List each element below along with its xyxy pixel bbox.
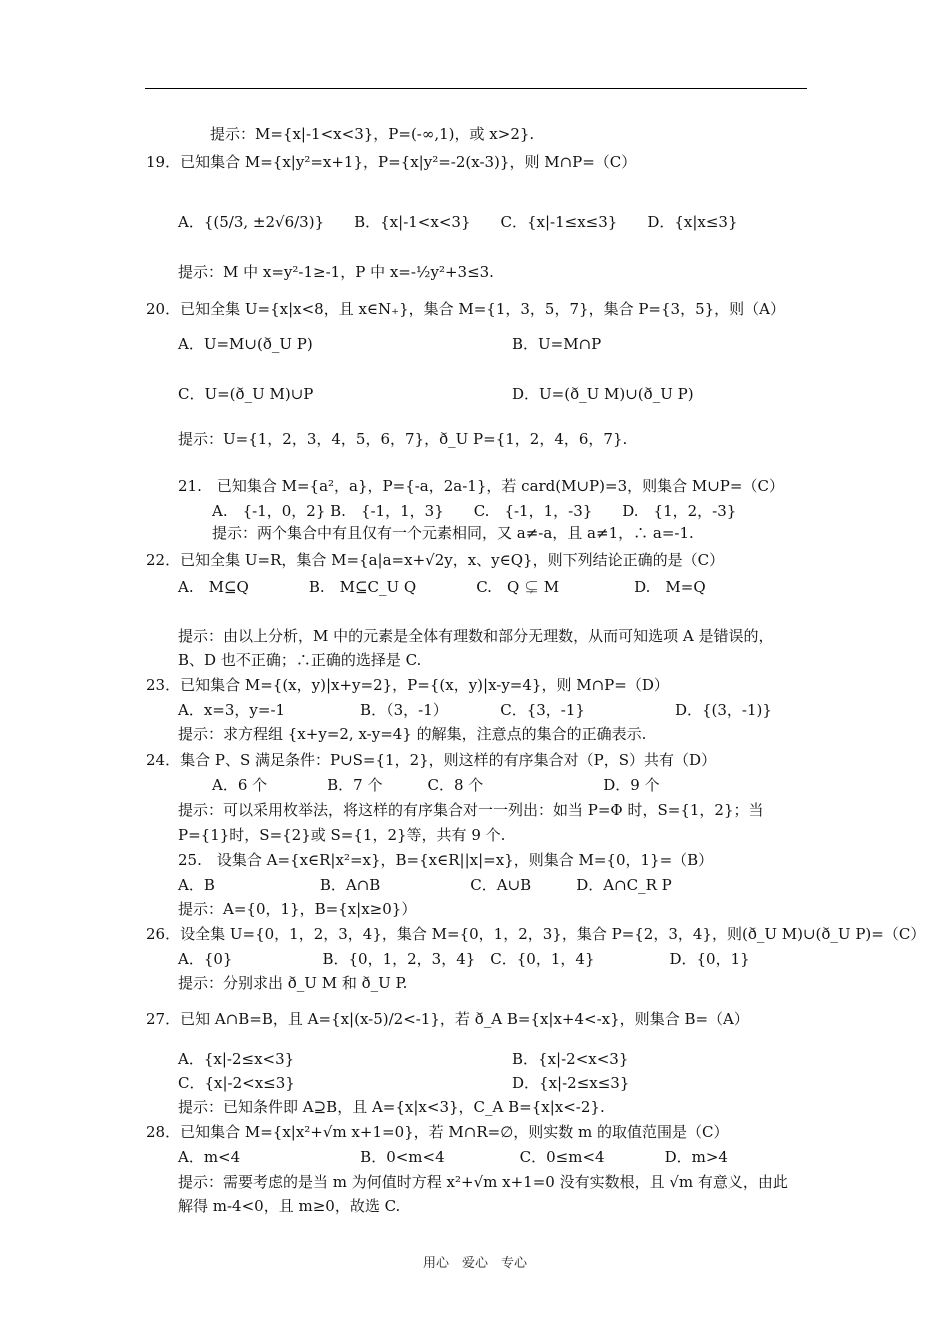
text-line: A．{x|-2≤x<3}: [178, 1050, 295, 1068]
text-line: 提示：M 中 x=y²-1≥-1，P 中 x=-½y²+3≤3.: [178, 263, 494, 281]
text-line: A．U=M∪(ð_U P): [178, 335, 313, 353]
text-line: P={1}时，S={2}或 S={1，2}等，共有 9 个.: [178, 826, 506, 844]
text-line: A．6 个 B．7 个 C．8 个 D．9 个: [212, 776, 660, 794]
text-line: D．U=(ð_U M)∪(ð_U P): [512, 385, 694, 403]
text-line: 21. 已知集合 M={a²，a}，P={-a，2a-1}，若 card(M∪P)=3，则集合 M∪P=（C）: [178, 477, 784, 495]
text-line: A．x=3，y=-1 B．（3，-1） C．{3，-1} D．{(3，-1)}: [178, 701, 772, 719]
text-line: 28．已知集合 M={x|x²+√m x+1=0}，若 M∩R=∅，则实数 m 的取值范围是（C）: [146, 1123, 729, 1141]
text-line: 20．已知全集 U={x|x<8，且 x∈N₊}，集合 M={1，3，5，7}，集合 P={3，5}，则（A）: [146, 300, 786, 318]
text-line: 提示：需要考虑的是当 m 为何值时方程 x²+√m x+1=0 没有实数根，且 √m 有意义，由此: [178, 1173, 788, 1191]
text-line: 提示：分别求出 ð_U M 和 ð_U P.: [178, 974, 408, 992]
text-line: 23．已知集合 M={(x，y)|x+y=2}，P={(x，y)|x-y=4}，则 M∩P=（D）: [146, 676, 669, 694]
text-line: 提示：A={0，1}，B={x|x≥0}）: [178, 900, 417, 918]
text-line: 提示：可以采用枚举法，将这样的有序集合对一一列出：如当 P=Φ 时，S={1，2}；当: [178, 801, 764, 819]
page-footer: 用心 爱心 专心: [422, 1256, 527, 1271]
text-line: A. M⊆Q B. M⊆C_U Q C. Q ⊊ M D. M=Q: [178, 578, 706, 596]
text-line: 19．已知集合 M={x|y²=x+1}，P={x|y²=-2(x-3)}，则 M∩P=（C）: [146, 153, 637, 171]
text-line: C．U=(ð_U M)∪P: [178, 385, 314, 403]
text-line: D．{x|-2≤x≤3}: [512, 1074, 630, 1092]
text-line: C．{x|-2<x≤3}: [178, 1074, 295, 1092]
text-line: A．B B．A∩B C．A∪B D．A∩C_R P: [178, 876, 672, 894]
text-line: A．m<4 B．0<m<4 C．0≤m<4 D．m>4: [178, 1148, 728, 1166]
text-line: B、D 也不正确；∴正确的选择是 C.: [178, 651, 422, 669]
text-line: 提示：U={1，2，3，4，5，6，7}，ð_U P={1，2，4，6，7}.: [178, 430, 628, 448]
text-line: 25. 设集合 A={x∈R|x²=x}，B={x∈R||x|=x}，则集合 M={0，1}=（B）: [178, 851, 714, 869]
text-line: B．U=M∩P: [512, 335, 602, 353]
text-line: 22．已知全集 U=R，集合 M={a|a=x+√2y，x、y∈Q}，则下列结论正确的是（C）: [146, 551, 725, 569]
text-line: 26．设全集 U={0，1，2，3，4}，集合 M={0，1，2，3}，集合 P={2，3，4}，则(ð_U M)∪(ð_U P)=（C）: [146, 925, 926, 943]
text-line: 24．集合 P、S 满足条件：P∪S={1，2}，则这样的有序集合对（P，S）共有（D）: [146, 751, 717, 769]
text-line: 提示：由以上分析，M 中的元素是全体有理数和部分无理数，从而可知选项 A 是错误的，: [178, 627, 774, 645]
text-line: A. {-1，0，2} B. {-1，1，3} C. {-1，1，-3} D. {1，2，-3}: [212, 502, 737, 520]
text-line: 27．已知 A∩B=B，且 A={x|(x-5)/2<-1}，若 ð_A B={x|x+4<-x}，则集合 B=（A）: [146, 1010, 749, 1028]
text-line: 提示：M={x|-1<x<3}，P=(-∞,1)，或 x>2}.: [210, 125, 535, 143]
header-rule: [145, 88, 807, 89]
text-line: 提示：已知条件即 A⊇B，且 A={x|x<3}，C_A B={x|x<-2}.: [178, 1098, 605, 1116]
text-line: 提示：求方程组 {x+y=2, x-y=4} 的解集，注意点的集合的正确表示.: [178, 725, 647, 743]
text-line: 提示：两个集合中有且仅有一个元素相同，又 a≠-a，且 a≠1，∴ a=-1.: [212, 524, 694, 542]
text-line: 解得 m-4<0，且 m≥0，故选 C.: [178, 1197, 401, 1215]
text-line: B．{x|-2<x<3}: [512, 1050, 629, 1068]
text-line: A．{0} B．{0，1，2，3，4} C．{0，1，4} D．{0，1}: [178, 950, 750, 968]
text-line: A．{(5/3, ±2√6/3)} B．{x|-1<x<3} C．{x|-1≤x≤3} D．{x|x≤3}: [178, 213, 738, 231]
